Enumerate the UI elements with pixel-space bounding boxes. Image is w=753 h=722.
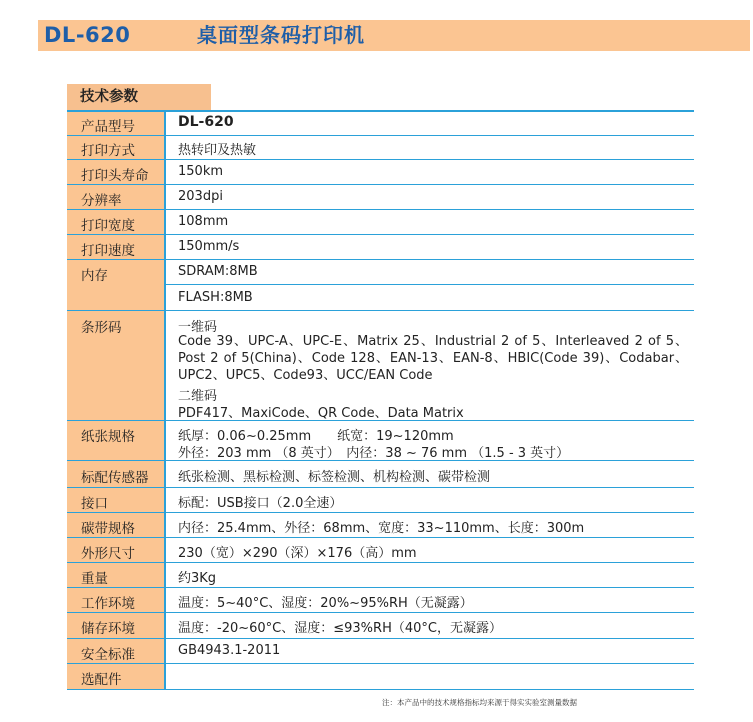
spec-section-title: 技术参数: [80, 89, 138, 105]
row-divider: [67, 159, 694, 160]
banner-product-title: 桌面型条码打印机: [197, 23, 365, 47]
row-divider: [67, 638, 694, 639]
value-resolution: 203dpi: [178, 189, 223, 204]
label-paper: 纸张规格: [81, 429, 135, 445]
value-barcode-1d-list: Code 39、UPC-A、UPC-E、Matrix 25、Industrial 2 of 5、Interleaved 2 of 5、Post 2 of 5(China)、Code 128、EAN-13、EAN-8、HBIC(Code 39)、Codabar、UPC2、UPC5、Code93、UCC/EAN Code: [178, 334, 688, 383]
row-divider: [166, 284, 694, 285]
value-print-method: 热转印及热敏: [178, 143, 257, 158]
value-barcode-2d-list: PDF417、MaxiCode、QR Code、Data Matrix: [178, 406, 464, 421]
label-print-width: 打印宽度: [81, 218, 135, 234]
footnote: 注：本产品中的技术规格指标均来源于得实实验室测量数据: [382, 698, 577, 707]
title-banner: [38, 20, 750, 51]
label-head-life: 打印头寿命: [81, 168, 149, 184]
label-sensor: 标配传感器: [81, 470, 149, 486]
row-divider: [67, 537, 694, 538]
row-divider: [67, 184, 694, 185]
label-resolution: 分辨率: [81, 193, 122, 209]
label-dimension: 外形尺寸: [81, 546, 135, 562]
row-divider: [67, 512, 694, 513]
value-ribbon: 内径：25.4mm、外径：68mm、宽度：33~110mm、长度：300m: [178, 521, 585, 536]
label-ribbon: 碳带规格: [81, 521, 135, 537]
label-memory: 内存: [81, 268, 108, 284]
label-accessories: 选配件: [81, 672, 122, 688]
row-divider: [67, 562, 694, 563]
value-interface: 标配：USB接口（2.0全速）: [178, 496, 343, 511]
label-work-env: 工作环境: [81, 596, 135, 612]
row-divider: [67, 135, 694, 136]
label-print-method: 打印方式: [81, 143, 135, 159]
value-memory-flash: FLASH:8MB: [178, 290, 253, 305]
value-head-life: 150km: [178, 164, 224, 179]
label-weight: 重量: [81, 571, 108, 587]
label-safety: 安全标准: [81, 647, 135, 663]
label-print-speed: 打印速度: [81, 243, 135, 259]
label-storage-env: 储存环境: [81, 621, 135, 637]
row-divider: [67, 209, 694, 210]
column-divider: [164, 112, 166, 690]
row-divider: [67, 612, 694, 613]
value-paper-thickness-width: 纸厚：0.06~0.25mm 纸宽：19~120mm: [178, 429, 454, 444]
value-storage-env: 温度：-20~60°C、湿度：≤93%RH（40°C，无凝露）: [178, 621, 502, 636]
value-barcode-2d-heading: 二维码: [178, 389, 218, 404]
value-model: DL-620: [178, 114, 234, 130]
label-barcode: 条形码: [81, 320, 122, 336]
spec-table: [67, 112, 694, 690]
value-dimension: 230（宽）×290（深）×176（高）mm: [178, 546, 417, 561]
row-divider: [67, 663, 694, 664]
row-divider: [67, 689, 694, 690]
value-print-speed: 150mm/s: [178, 239, 240, 254]
value-work-env: 温度：5~40°C、湿度：20%~95%RH（无凝露）: [178, 596, 473, 611]
value-memory-sdram: SDRAM:8MB: [178, 264, 258, 279]
row-divider: [67, 310, 694, 311]
value-print-width: 108mm: [178, 214, 229, 229]
banner-model-name: DL-620: [44, 23, 131, 47]
row-divider: [67, 587, 694, 588]
label-model: 产品型号: [81, 119, 135, 135]
row-divider: [67, 259, 694, 260]
row-divider: [67, 487, 694, 488]
value-barcode-1d-heading: 一维码: [178, 320, 218, 335]
label-interface: 接口: [81, 496, 108, 512]
value-sensor: 纸张检测、黑标检测、标签检测、机构检测、碳带检测: [178, 470, 491, 485]
value-paper-diameter: 外径：203 mm （8 英寸） 内径：38 ~ 76 mm （1.5 - 3 英寸）: [178, 446, 570, 461]
row-divider: [67, 234, 694, 235]
value-weight: 约3Kg: [178, 571, 217, 586]
value-safety: GB4943.1-2011: [178, 643, 281, 658]
